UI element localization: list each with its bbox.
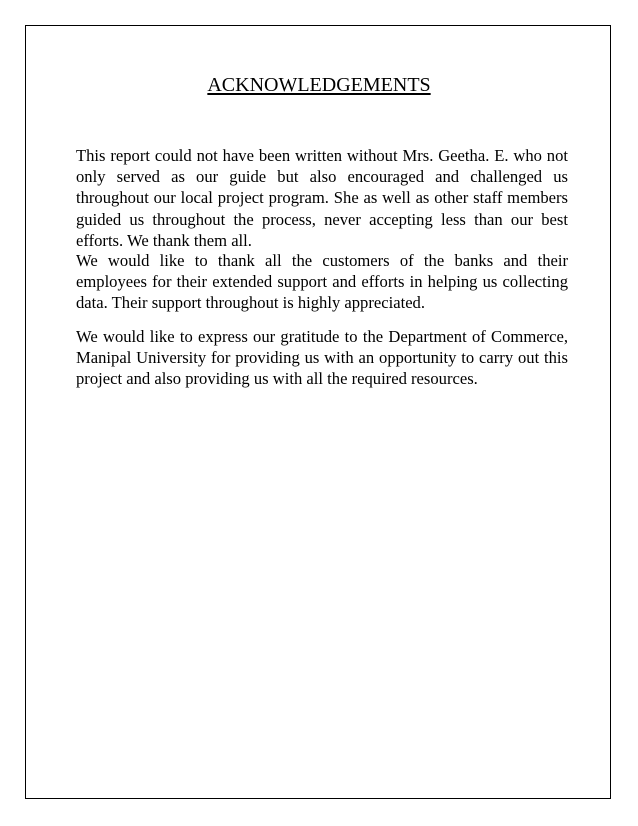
acknowledgement-paragraph-2 xyxy=(76,250,568,314)
paragraph-line: This report could not have been written without Mrs. Geetha. E. who not xyxy=(76,146,568,165)
page-title: ACKNOWLEDGEMENTS xyxy=(207,74,431,96)
page-border xyxy=(25,25,611,799)
acknowledgement-paragraph-3 xyxy=(76,326,568,390)
paragraph-line: We would like to express our gratitude to the Department of Commerce, xyxy=(76,327,568,346)
paragraph-line: efforts. We thank them all. xyxy=(76,230,252,250)
paragraph-line: employees for their extended support and efforts in helping us collecting xyxy=(76,272,568,292)
paragraph-line: guided us throughout the process, never accepting less than our best xyxy=(76,209,568,229)
paragraph-line: Manipal University for providing us with an opportunity to carry out this xyxy=(76,348,568,368)
paragraph-line: project and also providing us with all the required resources. xyxy=(76,369,478,389)
paragraph-line: We would like to thank all the customers of the banks and their xyxy=(76,251,568,270)
paragraph-line: throughout our local project program. She as well as other staff members xyxy=(76,188,568,208)
paragraph-line: only served as our guide but also encouraged and challenged us xyxy=(76,167,568,187)
paragraph-line: data. Their support throughout is highly appreciated. xyxy=(76,293,426,313)
acknowledgement-paragraph-1 xyxy=(76,145,568,251)
